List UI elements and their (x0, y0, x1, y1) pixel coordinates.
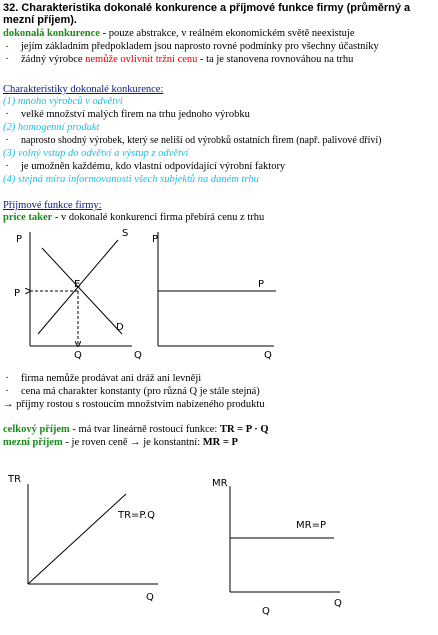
characteristic-1-heading: (1) mnoho výrobců v odvětví (3, 96, 123, 107)
bullet-marker: . (5, 106, 9, 117)
bullet-marker: . (5, 158, 9, 169)
page-title-line1: 32. Charakteristika dokonalé konkurence a příjmové funkce firmy (průměrný a (3, 2, 411, 14)
note-1: firma nemůže prodávat ani dráž ani levněji (21, 373, 202, 384)
definition-text: - pouze abstrakce, v reálném ekonomickém světě neexistuje (99, 28, 355, 39)
tr-line-label: TR=P.Q (118, 510, 155, 521)
market-y-label: P (16, 234, 23, 245)
bullet-2-pre: žádný výrobce (21, 54, 86, 65)
price-taker-text: - v dokonalé konkurenci firma přebírá cenu z trhu (52, 212, 265, 223)
marginal-revenue-text: - je roven ceně → je konstantní: (62, 437, 203, 448)
characteristic-1-detail: velké množství malých firem na trhu jednoho výrobku (21, 109, 250, 120)
note-3: → příjmy rostou s rostoucím množstvím nabízeného produktu (3, 399, 265, 410)
bullet-marker: . (5, 39, 9, 50)
bullet-marker: . (5, 370, 9, 381)
bullet-marker: . (5, 383, 9, 394)
characteristic-3-heading: (3) volný vstup do odvětví a výstup z odvětví (3, 148, 189, 159)
bullet-marker: . (5, 51, 9, 62)
total-revenue-formula: TR = P · Q (219, 424, 269, 435)
bullet-marker: . (5, 132, 9, 143)
definition-bullet-1: jejím základním předpokladem jsou naprosto rovné podmínky pro všechny účastníky (21, 41, 379, 52)
marginal-revenue-formula: MR = P (202, 437, 238, 448)
revenue-title: Příjmové funkce firmy: (3, 200, 102, 211)
tr-x-label: Q (146, 592, 154, 603)
characteristic-4-heading: (4) stejná míra informovanosti všech subjektů na daném trhu (3, 174, 259, 185)
mr-x-label: Q (334, 598, 342, 609)
page-title-line2: mezní příjem). (3, 14, 77, 26)
total-revenue-term: celkový příjem (3, 424, 70, 435)
price-taker-term: price taker (3, 212, 53, 223)
definition-term: dokonalá konkurence (3, 28, 100, 39)
firm-y-label: P (152, 234, 159, 245)
mr-bottom-label: Q (262, 606, 270, 617)
market-quantity-label: Q (74, 350, 82, 361)
tr-y-label: TR (8, 474, 22, 485)
characteristic-3-detail: je umožněn každému, kdo vlastní odpovídající výrobní faktory (21, 161, 286, 172)
market-price-label: P (14, 288, 21, 299)
total-revenue-text: - má tvar lineárně rostoucí funkce: (69, 424, 220, 435)
characteristic-2-detail: naprosto shodný výrobek, který se neliší od výrobků ostatních firem (např. palivové dříví) (21, 135, 382, 146)
firm-line-label: P (258, 279, 265, 290)
characteristic-2-heading: (2) homogenní produkt (3, 122, 100, 133)
characteristics-title: Charakteristiky dokonalé konkurence: (3, 84, 164, 95)
equilibrium-label: E (74, 279, 81, 290)
mr-y-label: MR (212, 478, 228, 489)
firm-x-label: Q (264, 350, 272, 361)
supply-label: S (122, 228, 129, 239)
bullet-2-post: - ta je stanovena rovnováhou na trhu (197, 54, 354, 65)
tr-line (28, 494, 126, 584)
mr-line-label: MR=P (296, 520, 326, 531)
demand-label: D (116, 322, 124, 333)
market-x-label: Q (134, 350, 142, 361)
bullet-2-highlight: nemůže ovlivnit tržní cenu (85, 54, 198, 65)
marginal-revenue-term: mezní příjem (3, 437, 63, 448)
note-2: cena má charakter konstanty (pro různá Q je stále stejná) (21, 386, 260, 397)
